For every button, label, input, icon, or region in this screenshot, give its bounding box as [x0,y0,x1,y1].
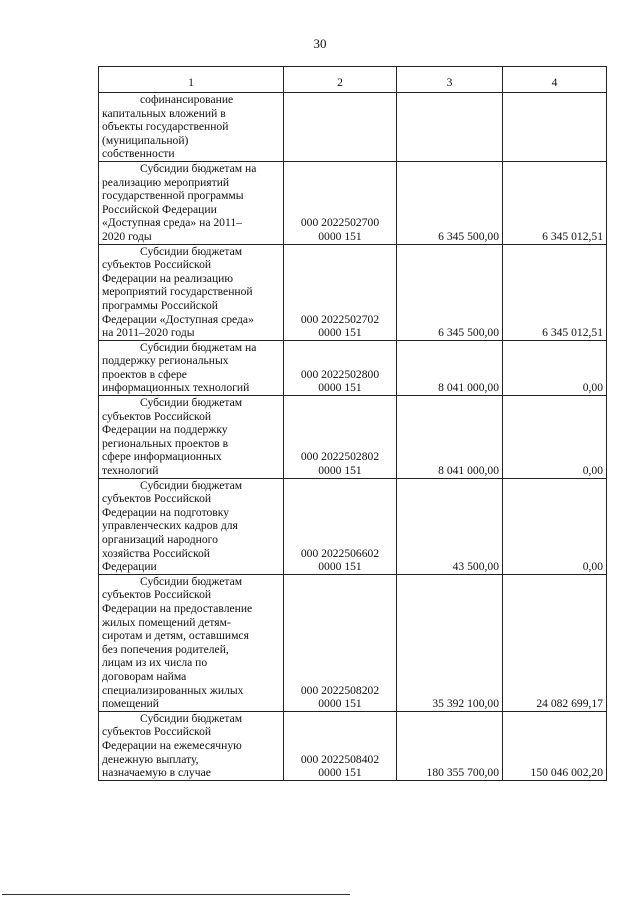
description-line: проектов в сфере [102,367,187,381]
row-description [99,340,284,395]
budget-code [284,711,397,780]
description-line: организаций народного [102,533,218,546]
table-row [99,93,607,162]
planned-amount: 43 500,00 [397,478,503,574]
row-description [99,244,284,340]
actual-amount: 0,00 [503,396,607,479]
description-line: (муниципальной) [102,133,189,147]
table-row [99,244,607,340]
footnote-separator [2,894,350,895]
budget-code [284,93,397,162]
table-row [99,478,607,574]
actual-amount: 6 345 012,51 [503,161,607,244]
budget-code [284,574,397,711]
description-line: Российской Федерации [102,202,217,216]
actual-amount: 0,00 [503,340,607,395]
row-description [99,161,284,244]
budget-table [98,66,607,781]
description-line: договорам найма [102,669,187,683]
table-header-row [99,67,607,93]
row-description [99,396,284,479]
description-line: жилых помещений детям- [102,615,231,629]
description-line: управленческих кадров для [102,519,238,533]
budget-code-line: 000 2022502802 [300,450,380,464]
description-line: Субсидии бюджетам на [140,161,257,175]
column-header: 1 [99,67,284,93]
description-line: Субсидии бюджетам [140,478,243,492]
budget-code [284,244,397,340]
row-description [99,574,284,711]
description-line: хозяйства Российской [102,546,210,560]
budget-code [284,396,397,479]
budget-code-line: 0000 151 [318,229,362,243]
budget-code [284,161,397,244]
description-line: Субсидии бюджетам [140,711,243,725]
description-line: «Доступная среда» на 2011– [102,216,242,230]
planned-amount: 6 345 500,00 [397,244,503,340]
budget-code-line: 0000 151 [318,326,362,340]
budget-code-line: 000 2022508202 [300,683,380,697]
description-line: Субсидии бюджетам [140,574,243,588]
table-row [99,711,607,780]
planned-amount: 35 392 100,00 [397,574,503,711]
table-row [99,574,607,711]
description-line: технологий [102,464,159,478]
actual-amount: 0,00 [503,478,607,574]
row-description [99,93,284,162]
description-line: субъектов Российской [102,258,212,272]
description-line: субъектов Российской [102,725,212,739]
description-line: денежную выплату, [102,752,199,766]
budget-code-line: 000 2022506602 [300,546,380,560]
budget-code-line: 000 2022502800 [300,367,380,381]
description-line: Федерации на реализацию [102,271,234,285]
description-line: без попечения родителей, [102,642,229,656]
page-number: 30 [313,36,327,51]
table-row [99,161,607,244]
budget-code-line: 0000 151 [318,766,362,780]
description-line: сиротам и детям, оставшимся [102,629,249,643]
description-line: помещений [102,697,159,711]
description-line: объекты государственной [102,120,229,134]
column-header: 2 [284,67,397,93]
description-line: назначаемую в случае [102,766,211,780]
description-line: реализацию мероприятий [102,175,230,189]
description-line: Федерации [102,560,157,574]
budget-code-line: 0000 151 [318,560,362,574]
row-description [99,711,284,780]
planned-amount: 8 041 000,00 [397,340,503,395]
column-header: 3 [397,67,503,93]
description-line: Федерации на ежемесячную [102,738,242,752]
description-line: капитальных вложений в [102,106,226,120]
planned-amount [397,93,503,162]
budget-code-line: 000 2022502702 [300,312,380,326]
description-line: субъектов Российской [102,409,212,423]
description-line: информационных технологий [102,381,250,395]
table-row [99,340,607,395]
description-line: собственности [102,147,175,161]
description-line: сфере информационных [102,450,222,464]
description-line: Федерации «Доступная среда» [102,312,254,326]
budget-code-line: 000 2022508402 [300,752,380,766]
planned-amount: 180 355 700,00 [397,711,503,780]
column-header: 4 [503,67,607,93]
budget-code [284,340,397,395]
table-row [99,396,607,479]
description-line: государственной программы [102,189,244,203]
description-line: Субсидии бюджетам на [140,340,257,354]
description-line: 2020 годы [102,229,152,243]
row-description [99,478,284,574]
actual-amount: 6 345 012,51 [503,244,607,340]
description-line: региональных проектов в [102,436,229,450]
description-line: мероприятий государственной [102,285,253,299]
actual-amount: 150 046 002,20 [503,711,607,780]
description-line: Федерации на поддержку [102,423,228,437]
description-line: Субсидии бюджетам [140,244,243,258]
description-line: софинансирование [140,93,234,106]
description-line: Федерации на подготовку [102,505,230,519]
actual-amount [503,93,607,162]
planned-amount: 6 345 500,00 [397,161,503,244]
description-line: субъектов Российской [102,588,212,602]
budget-code-line: 0000 151 [318,464,362,478]
budget-code-line: 0000 151 [318,381,362,395]
actual-amount: 24 082 699,17 [503,574,607,711]
description-line: программы Российской [102,298,218,312]
description-line: субъектов Российской [102,492,212,506]
budget-code-line: 000 2022502700 [300,216,380,230]
description-line: на 2011–2020 годы [102,326,195,340]
description-line: Федерации на предоставление [102,601,253,615]
description-line: специализированных жилых [102,683,244,697]
budget-code-line: 0000 151 [318,697,362,711]
budget-code [284,478,397,574]
description-line: лицам из их числа по [102,656,208,670]
description-line: Субсидии бюджетам [140,396,243,410]
planned-amount: 8 041 000,00 [397,396,503,479]
description-line: поддержку региональных [102,354,229,368]
